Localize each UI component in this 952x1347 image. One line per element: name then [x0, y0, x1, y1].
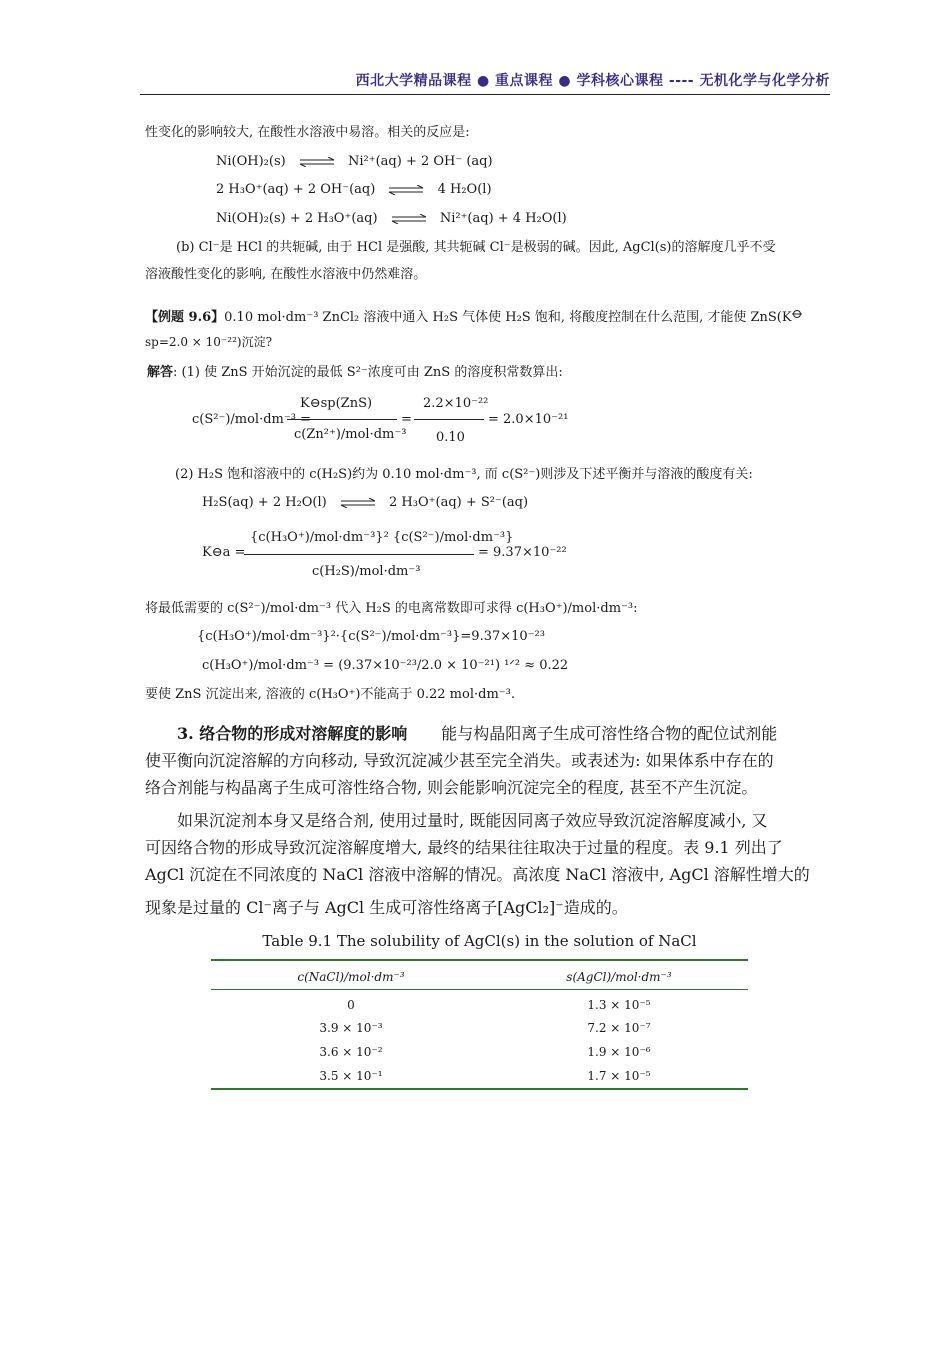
table-cell: 1.9 × 10⁻⁶: [587, 1045, 651, 1059]
answer-label: 解答: [147, 365, 174, 380]
eq1-den2: 0.10: [436, 430, 465, 445]
table-cell: 1.3 × 10⁻⁵: [587, 998, 651, 1012]
section-3-line-5: 可因络合物的形成导致沉淀溶解度增大, 最终的结果往往取决于过量的程度。表 9.1 列出了: [145, 838, 783, 857]
calc-line-2: c(H₃O⁺)/mol·dm⁻³ = (9.37×10⁻²³/2.0 × 10⁻²¹) ¹ᐟ² ≈ 0.22: [202, 658, 569, 673]
table-top-rule: [211, 959, 748, 961]
table-header-agcl: s(AgCl)/mol·dm⁻³: [566, 970, 672, 984]
reaction-1-right: Ni²⁺(aq) + 2 OH⁻ (aq): [347, 154, 493, 169]
page-header: 西北大学精品课程 ● 重点课程 ● 学科核心课程 ---- 无机化学与化学分析: [355, 73, 830, 89]
answer-line-1: [147, 364, 563, 382]
example-line-2: sp=2.0 × 10⁻²²)沉淀?: [145, 335, 273, 349]
conclusion-line: 要使 ZnS 沉淀出来, 溶液的 c(H₃O⁺)不能高于 0.22 mol·dm⁻³.: [145, 687, 515, 702]
table-cell: 1.7 × 10⁻⁵: [587, 1069, 651, 1083]
equilibrium-arrow-icon: [390, 214, 428, 224]
header-rule: [140, 94, 830, 95]
section-3-line-6: AgCl 沉淀在不同浓度的 NaCl 溶液中溶解的情况。高浓度 NaCl 溶液中, AgCl 溶解性增大的: [145, 865, 810, 884]
eq1-eqsign: =: [401, 412, 412, 427]
standard-state-icon: [792, 309, 802, 319]
section-3-text-1: 能与构晶阳离子生成可溶性络合物的配位试剂能: [441, 724, 778, 743]
eq1-den1: c(Zn²⁺)/mol·dm⁻³: [294, 427, 407, 442]
section-3-line-2: 使平衡向沉淀溶解的方向移动, 导致沉淀减少甚至完全消失。或表述为: 如果体系中存在的: [145, 751, 774, 770]
section-3-title: 3. 络合物的形成对溶解度的影响: [177, 724, 408, 743]
equilibrium-arrow-icon: [387, 185, 425, 195]
part-b-line-1: (b) Cl⁻是 HCl 的共轭碱, 由于 HCl 是强酸, 其共轭碱 Cl⁻是极弱的碱。因此, AgCl(s)的溶解度几乎不受: [176, 240, 776, 255]
reaction-1-left: Ni(OH)₂(s): [216, 154, 286, 169]
reaction-3-right: Ni²⁺(aq) + 4 H₂O(l): [439, 211, 567, 226]
equilibrium-arrow-icon: [339, 498, 377, 508]
section-3-line-3: 络合剂能与构晶离子生成可溶性络合物, 则会能影响沉淀完全的程度, 甚至不产生沉淀。: [145, 778, 758, 797]
eq1-num2: 2.2×10⁻²²: [423, 396, 489, 411]
example-label: 【例题 9.6】: [145, 310, 225, 325]
example-text-1: 0.10 mol·dm⁻³ ZnCl₂ 溶液中通入 H₂S 气体使 H₂S 饱和, 将酸度控制在什么范围, 才能使 ZnS(K: [224, 310, 792, 325]
eq2-fraction-line: [244, 554, 474, 555]
table-cell: 0: [347, 998, 355, 1012]
substitution-line: 将最低需要的 c(S²⁻)/mol·dm⁻³ 代入 H₂S 的电离常数即可求得 c(H₃O⁺)/mol·dm⁻³:: [145, 601, 638, 616]
reaction-2: [216, 181, 492, 199]
eq2-den: c(H₂S)/mol·dm⁻³: [312, 564, 421, 579]
table-cell: 3.9 × 10⁻³: [319, 1021, 383, 1035]
reaction-2-left: 2 H₃O⁺(aq) + 2 OH⁻(aq): [216, 182, 376, 197]
section-3-line-7: 现象是过量的 Cl⁻离子与 AgCl 生成可溶性络离子[AgCl₂]⁻造成的。: [145, 898, 628, 917]
table-cell: 3.6 × 10⁻²: [319, 1045, 383, 1059]
eq2-num: {c(H₃O⁺)/mol·dm⁻³}² {c(S²⁻)/mol·dm⁻³}: [250, 530, 514, 545]
reaction-4: [202, 494, 528, 512]
eq1-num1: K⊖sp(ZnS): [300, 396, 373, 411]
section-3-line-1: [177, 720, 817, 747]
reaction-4-right: 2 H₃O⁺(aq) + S²⁻(aq): [389, 495, 529, 510]
table-bottom-rule: [211, 1088, 748, 1090]
part-2-line: (2) H₂S 饱和溶液中的 c(H₂S)约为 0.10 mol·dm⁻³, 而 c(S²⁻)则涉及下述平衡并与溶液的酸度有关:: [175, 467, 753, 482]
eq1-result: = 2.0×10⁻²¹: [488, 412, 569, 427]
reaction-2-right: 4 H₂O(l): [437, 182, 492, 197]
table-cell: 7.2 × 10⁻⁷: [587, 1021, 651, 1035]
section-3-line-4: 如果沉淀剂本身又是络合剂, 使用过量时, 既能因同离子效应导致沉淀溶解度减小, 又: [177, 811, 768, 830]
eq2-result: = 9.37×10⁻²²: [478, 545, 567, 560]
eq1-lhs: c(S²⁻)/mol·dm⁻³ =: [192, 412, 311, 427]
table-caption: Table 9.1 The solubility of AgCl(s) in the solution of NaCl: [262, 932, 697, 950]
intro-line: 性变化的影响较大, 在酸性水溶液中易溶。相关的反应是:: [145, 125, 470, 140]
reaction-3: [216, 210, 567, 228]
reaction-4-left: H₂S(aq) + 2 H₂O(l): [202, 495, 327, 510]
part-b-line-2: 溶液酸性变化的影响, 在酸性水溶液中仍然难溶。: [145, 267, 427, 282]
eq1-fraction-line-1: [287, 419, 397, 420]
table-header-rule: [211, 989, 748, 990]
equilibrium-arrow-icon: [298, 157, 336, 167]
calc-line-1: {c(H₃O⁺)/mol·dm⁻³}²·{c(S²⁻)/mol·dm⁻³}=9.37×10⁻²³: [197, 629, 545, 644]
reaction-3-left: Ni(OH)₂(s) + 2 H₃O⁺(aq): [216, 211, 378, 226]
example-line-1: [145, 309, 802, 327]
eq1-fraction-line-2: [414, 419, 484, 420]
eq2-lhs: K⊖a =: [202, 545, 246, 560]
table-cell: 3.5 × 10⁻¹: [319, 1069, 383, 1083]
table-header-nacl: c(NaCl)/mol·dm⁻³: [297, 970, 405, 984]
answer-text-1: : (1) 使 ZnS 开始沉淀的最低 S²⁻浓度可由 ZnS 的溶度积常数算出:: [173, 365, 563, 380]
reaction-1: [216, 153, 493, 171]
